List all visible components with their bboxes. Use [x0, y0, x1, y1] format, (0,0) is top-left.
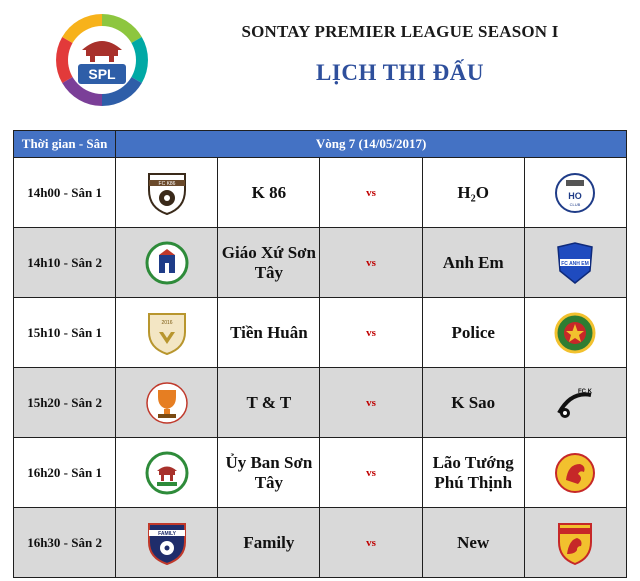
police-logo: [554, 312, 596, 354]
svg-text:2016: 2016: [161, 319, 173, 326]
tien-huan-logo: [145, 310, 189, 356]
away-team: Anh Em: [422, 228, 524, 298]
table-row: [14, 368, 627, 438]
spl-logo-text: SPL: [88, 66, 116, 82]
match-time: 16h30 - Sân 2: [14, 508, 116, 578]
svg-text:FC K86: FC K86: [158, 180, 176, 187]
home-team: Tiền Huân: [218, 298, 320, 368]
home-team: K 86: [218, 158, 320, 228]
away-team: Lão Tướng Phú Thịnh: [422, 438, 524, 508]
t-and-t-trophy-logo: [145, 381, 189, 425]
uy-ban-son-tay-logo: [145, 451, 189, 495]
col-header-round: Vòng 7 (14/05/2017): [116, 131, 627, 158]
page-subtitle: LỊCH THI ĐẤU: [316, 60, 484, 85]
away-team: H₂O: [422, 158, 524, 228]
match-time: 14h00 - Sân 1: [14, 158, 116, 228]
vs-label: vs: [320, 438, 422, 508]
k-sao-logo: [553, 383, 597, 423]
home-team: Family: [218, 508, 320, 578]
fc-k86-logo: [145, 170, 189, 216]
svg-text:FC K: FC K: [578, 388, 593, 395]
match-time: 14h10 - Sân 2: [14, 228, 116, 298]
h2o-club-logo: [554, 172, 596, 214]
new-fc-logo: [555, 520, 595, 566]
match-time: 15h10 - Sân 1: [14, 298, 116, 368]
table-row: [14, 228, 627, 298]
anh-em-logo: [554, 241, 596, 285]
table-header-row: [14, 131, 627, 158]
home-team: Ủy Ban Sơn Tây: [218, 438, 320, 508]
family-logo: [145, 520, 189, 566]
away-team: Police: [422, 298, 524, 368]
match-time: 16h20 - Sân 1: [14, 438, 116, 508]
vs-label: vs: [320, 508, 422, 578]
away-team: K Sao: [422, 368, 524, 438]
table-row: [14, 298, 627, 368]
svg-text:HO: HO: [568, 190, 583, 201]
schedule-table: [13, 130, 627, 578]
vs-label: vs: [320, 368, 422, 438]
giao-xu-son-tay-logo: [145, 241, 189, 285]
match-time: 15h20 - Sân 2: [14, 368, 116, 438]
away-team: New: [422, 508, 524, 578]
home-team: Giáo Xứ Sơn Tây: [218, 228, 320, 298]
vs-label: vs: [320, 228, 422, 298]
vs-label: vs: [320, 298, 422, 368]
table-row: [14, 158, 627, 228]
page-title: SONTAY PREMIER LEAGUE SEASON I: [241, 22, 559, 41]
svg-text:FC ANH EM: FC ANH EM: [561, 260, 590, 267]
lao-tuong-phu-thinh-logo: [554, 452, 596, 494]
svg-text:CLUB: CLUB: [570, 201, 581, 207]
table-row: [14, 508, 627, 578]
vs-label: vs: [320, 158, 422, 228]
table-row: [14, 438, 627, 508]
col-header-time: Thời gian - Sân: [14, 131, 116, 158]
spl-league-logo: [52, 10, 152, 110]
svg-text:FAMILY: FAMILY: [157, 530, 176, 537]
home-team: T & T: [218, 368, 320, 438]
